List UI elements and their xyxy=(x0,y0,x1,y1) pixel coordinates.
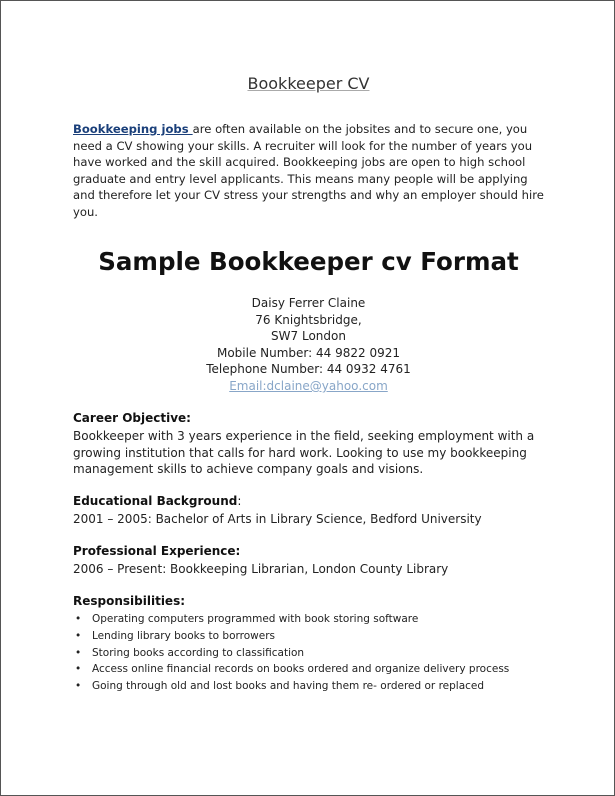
experience-text: 2006 – Present: Bookkeeping Librarian, London County Library xyxy=(73,562,449,576)
bookkeeping-jobs-link[interactable]: Bookkeeping jobs xyxy=(73,122,193,136)
document-title-text: Bookkeeper CV xyxy=(247,74,370,93)
contact-block xyxy=(1,295,615,395)
education-text: 2001 – 2005: Bachelor of Arts in Library Science, Bedford University xyxy=(73,512,482,526)
education-heading xyxy=(73,494,241,508)
experience-heading: Professional Experience: xyxy=(73,544,241,558)
career-objective-heading: Career Objective: xyxy=(73,411,191,425)
list-item xyxy=(73,645,573,662)
list-item xyxy=(73,661,573,678)
bullet-icon: • xyxy=(75,663,82,676)
contact-mobile: Mobile Number: 44 9822 0921 xyxy=(216,345,400,360)
career-objective-text: Bookkeeper with 3 years experience in the field, seeking employment with a growing institution that calls for hard work. Looking to use my bookkeeping management skills to achieve company goals and visions. xyxy=(73,429,535,477)
bullet-icon: • xyxy=(75,680,82,693)
intro-paragraph xyxy=(73,121,553,220)
responsibilities-heading: Responsibilities: xyxy=(73,594,186,608)
bullet-icon: • xyxy=(75,646,82,659)
contact-postcode: SW7 London xyxy=(271,329,346,344)
contact-email-link[interactable]: Email:dclaine@yahoo.com xyxy=(229,378,388,393)
contact-name: Daisy Ferrer Claine xyxy=(251,296,366,310)
list-item xyxy=(73,678,573,695)
bullet-icon: • xyxy=(75,613,82,625)
list-item-text: Access online financial records on books ordered and organize delivery process xyxy=(92,663,510,676)
intro-text: are often available on the jobsites and to secure one, you need a CV showing your skills. A recruiter will look for the number of years you have worked and the skill acquired. Bookkeeping jobs are open to high school graduate and entry level applicants. This means many people will be applying and therefore let your CV stress your strengths and why an employer should hire you. xyxy=(73,122,544,219)
list-item-text: Operating computers programmed with book storing software xyxy=(92,613,419,625)
list-item-text: Going through old and lost books and having them re- ordered or replaced xyxy=(92,680,485,693)
list-item xyxy=(73,611,573,628)
sample-format-heading: Sample Bookkeeper cv Format xyxy=(98,247,519,276)
bullet-icon: • xyxy=(75,629,82,642)
education-heading-text: Educational Background xyxy=(73,494,238,508)
list-item xyxy=(73,628,573,645)
contact-telephone: Telephone Number: 44 0932 4761 xyxy=(206,362,411,377)
responsibilities-list xyxy=(73,611,573,695)
contact-street: 76 Knightsbridge, xyxy=(255,312,362,327)
education-heading-colon: : xyxy=(237,494,242,508)
list-item-text: Lending library books to borrowers xyxy=(92,629,275,642)
list-item-text: Storing books according to classification xyxy=(92,646,305,659)
document-title xyxy=(1,74,615,93)
